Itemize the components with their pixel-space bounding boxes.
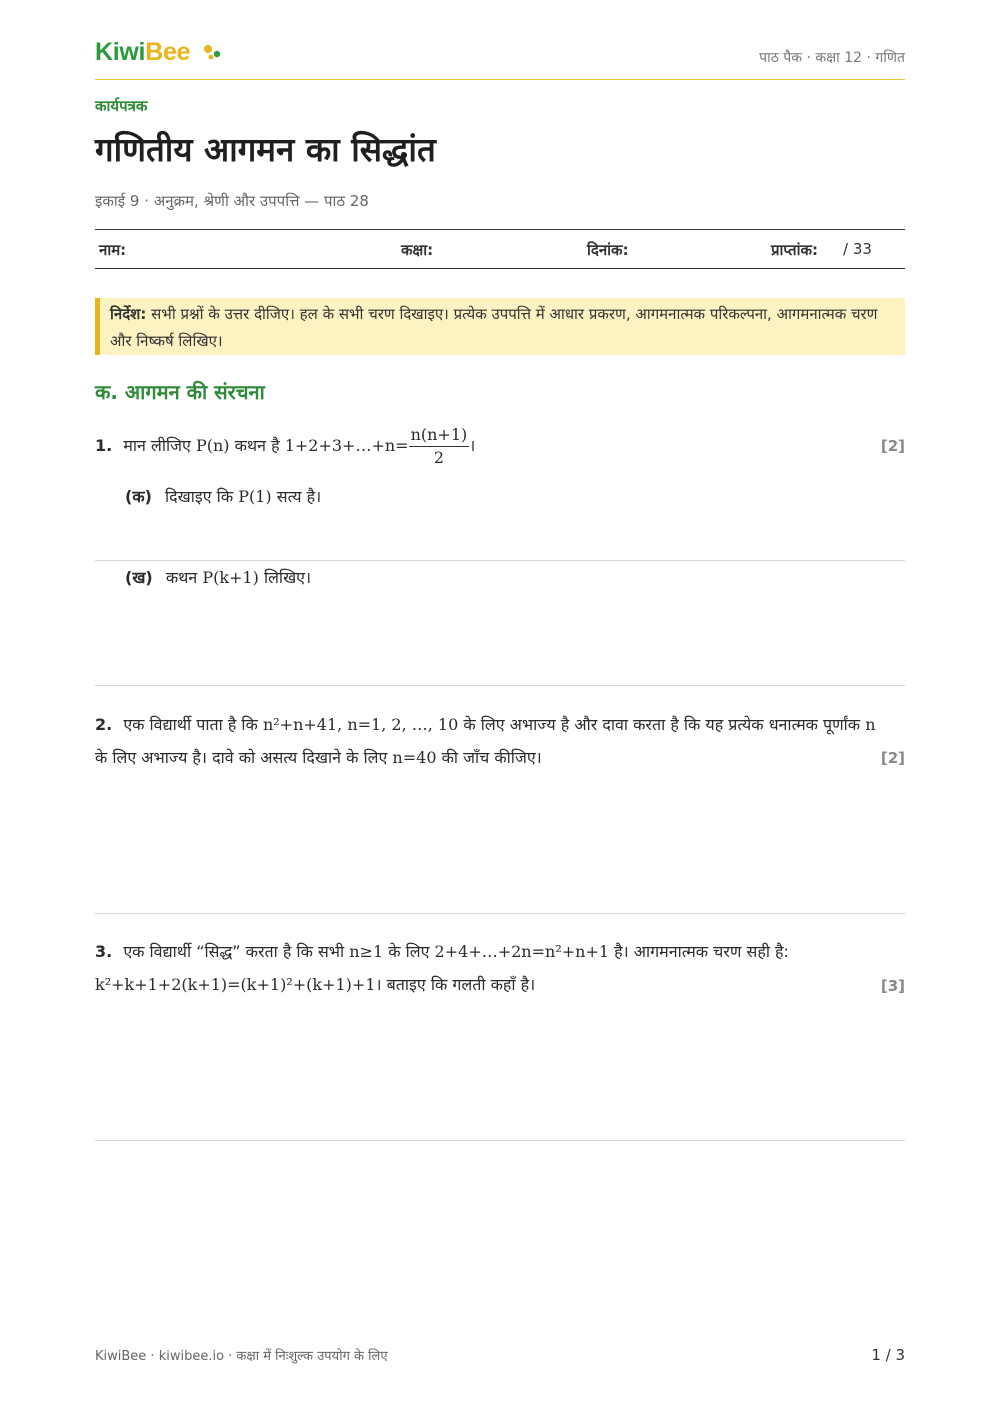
answer-divider [95, 1140, 905, 1141]
sub-question-a [125, 485, 321, 507]
page-header [95, 36, 905, 80]
class-field-label: कक्षा: [401, 241, 434, 259]
worksheet-page [95, 0, 905, 1413]
kiwibee-logo [95, 38, 190, 67]
sub-question-b [125, 566, 311, 588]
question-text: है। आगमनात्मक चरण सही है: [614, 942, 789, 961]
question-1 [95, 424, 885, 469]
sub-question-text: दिखाइए कि [165, 487, 234, 506]
math-expression: n [865, 715, 876, 734]
score-field-label: प्राप्तांक: [771, 241, 818, 259]
question-text: । बताइए कि गलती कहाँ है। [375, 975, 536, 994]
answer-divider [95, 560, 905, 561]
question-text: एक विद्यार्थी पाता है कि [123, 715, 258, 734]
question-number: 1. [95, 436, 113, 455]
doc-type-label: कार्यपत्रक [95, 97, 148, 115]
page-footer [95, 1346, 905, 1364]
question-number: 3. [95, 942, 113, 961]
instructions-text: सभी प्रश्नों के उत्तर दीजिए। हल के सभी चरण दिखाइए। प्रत्येक उपपत्ति में आधार प्रकरण, आगमनात्मक परिकल्पना, आगमनात्मक चरण और निष्कर्ष लिखिए। [110, 305, 878, 350]
fraction-numerator: n(n+1) [409, 424, 470, 447]
math-expression: k²+k+1+2(k+1)=(k+1)²+(k+1)+1 [95, 975, 376, 994]
marks-badge: [2] [880, 749, 905, 767]
instructions-lead: निर्देश: [110, 305, 147, 323]
question-text: के लिए अभाज्य है। दावे को असत्य दिखाने के लिए [95, 748, 388, 767]
header-meta: पाठ पैक · कक्षा 12 · गणित [759, 50, 905, 66]
fraction-denominator: 2 [433, 448, 444, 467]
sub-question-text: कथन [165, 568, 198, 587]
name-field-label: नाम: [99, 241, 127, 259]
sub-question-tag: (क) [125, 487, 152, 506]
student-info-row [95, 229, 905, 269]
question-text: के लिए [388, 942, 430, 961]
logo-bee-text: Bee [145, 38, 191, 66]
logo-dots-icon [203, 42, 229, 62]
logo-kiwi-text: Kiwi [95, 38, 146, 66]
math-expression: P(n) [195, 436, 230, 455]
question-3 [95, 935, 885, 1001]
page-number: 1 / 3 [871, 1346, 905, 1364]
math-expression: 2+4+…+2n=n²+n+1 [434, 942, 610, 961]
question-number: 2. [95, 715, 113, 734]
math-expression: P(k+1) [202, 568, 259, 587]
answer-divider [95, 913, 905, 914]
answer-divider [95, 685, 905, 686]
question-2 [95, 708, 885, 774]
question-text: की जाँच कीजिए। [441, 748, 542, 767]
question-text: धनात्मक पूर्णांक [768, 715, 861, 734]
sub-question-text: सत्य है। [276, 487, 322, 506]
question-text: कथन है [234, 436, 280, 455]
math-expression: n≥1 [349, 942, 384, 961]
section-heading: क. आगमन की संरचना [95, 380, 265, 404]
sub-question-text: लिखिए। [263, 568, 312, 587]
math-expression: n=40 [392, 748, 437, 767]
footer-text: KiwiBee · kiwibee.io · कक्षा में निःशुल्क उपयोग के लिए [95, 1349, 388, 1364]
question-text: एक विद्यार्थी “सिद्ध” करता है कि सभी [123, 942, 345, 961]
fraction [409, 424, 470, 469]
question-text: मान लीजिए [123, 436, 191, 455]
math-expression: P(1) [238, 487, 272, 506]
page-title: गणितीय आगमन का सिद्धांत [95, 130, 436, 169]
math-expression: n²+n+41, n=1, 2, …, 10 [262, 715, 459, 734]
date-field-label: दिनांक: [587, 241, 629, 259]
page-subtitle: इकाई 9 · अनुक्रम, श्रेणी और उपपत्ति — पाठ 28 [95, 192, 369, 210]
marks-badge: [3] [880, 977, 905, 995]
score-total: / 33 [843, 240, 872, 258]
marks-badge: [2] [880, 437, 905, 455]
sub-question-tag: (ख) [125, 568, 153, 587]
question-text: । [469, 436, 476, 455]
question-text: के लिए अभाज्य है और दावा करता है कि यह प्रत्येक [463, 715, 764, 734]
instructions-box [95, 298, 905, 355]
math-expression: 1+2+3+…+n= [284, 436, 409, 455]
